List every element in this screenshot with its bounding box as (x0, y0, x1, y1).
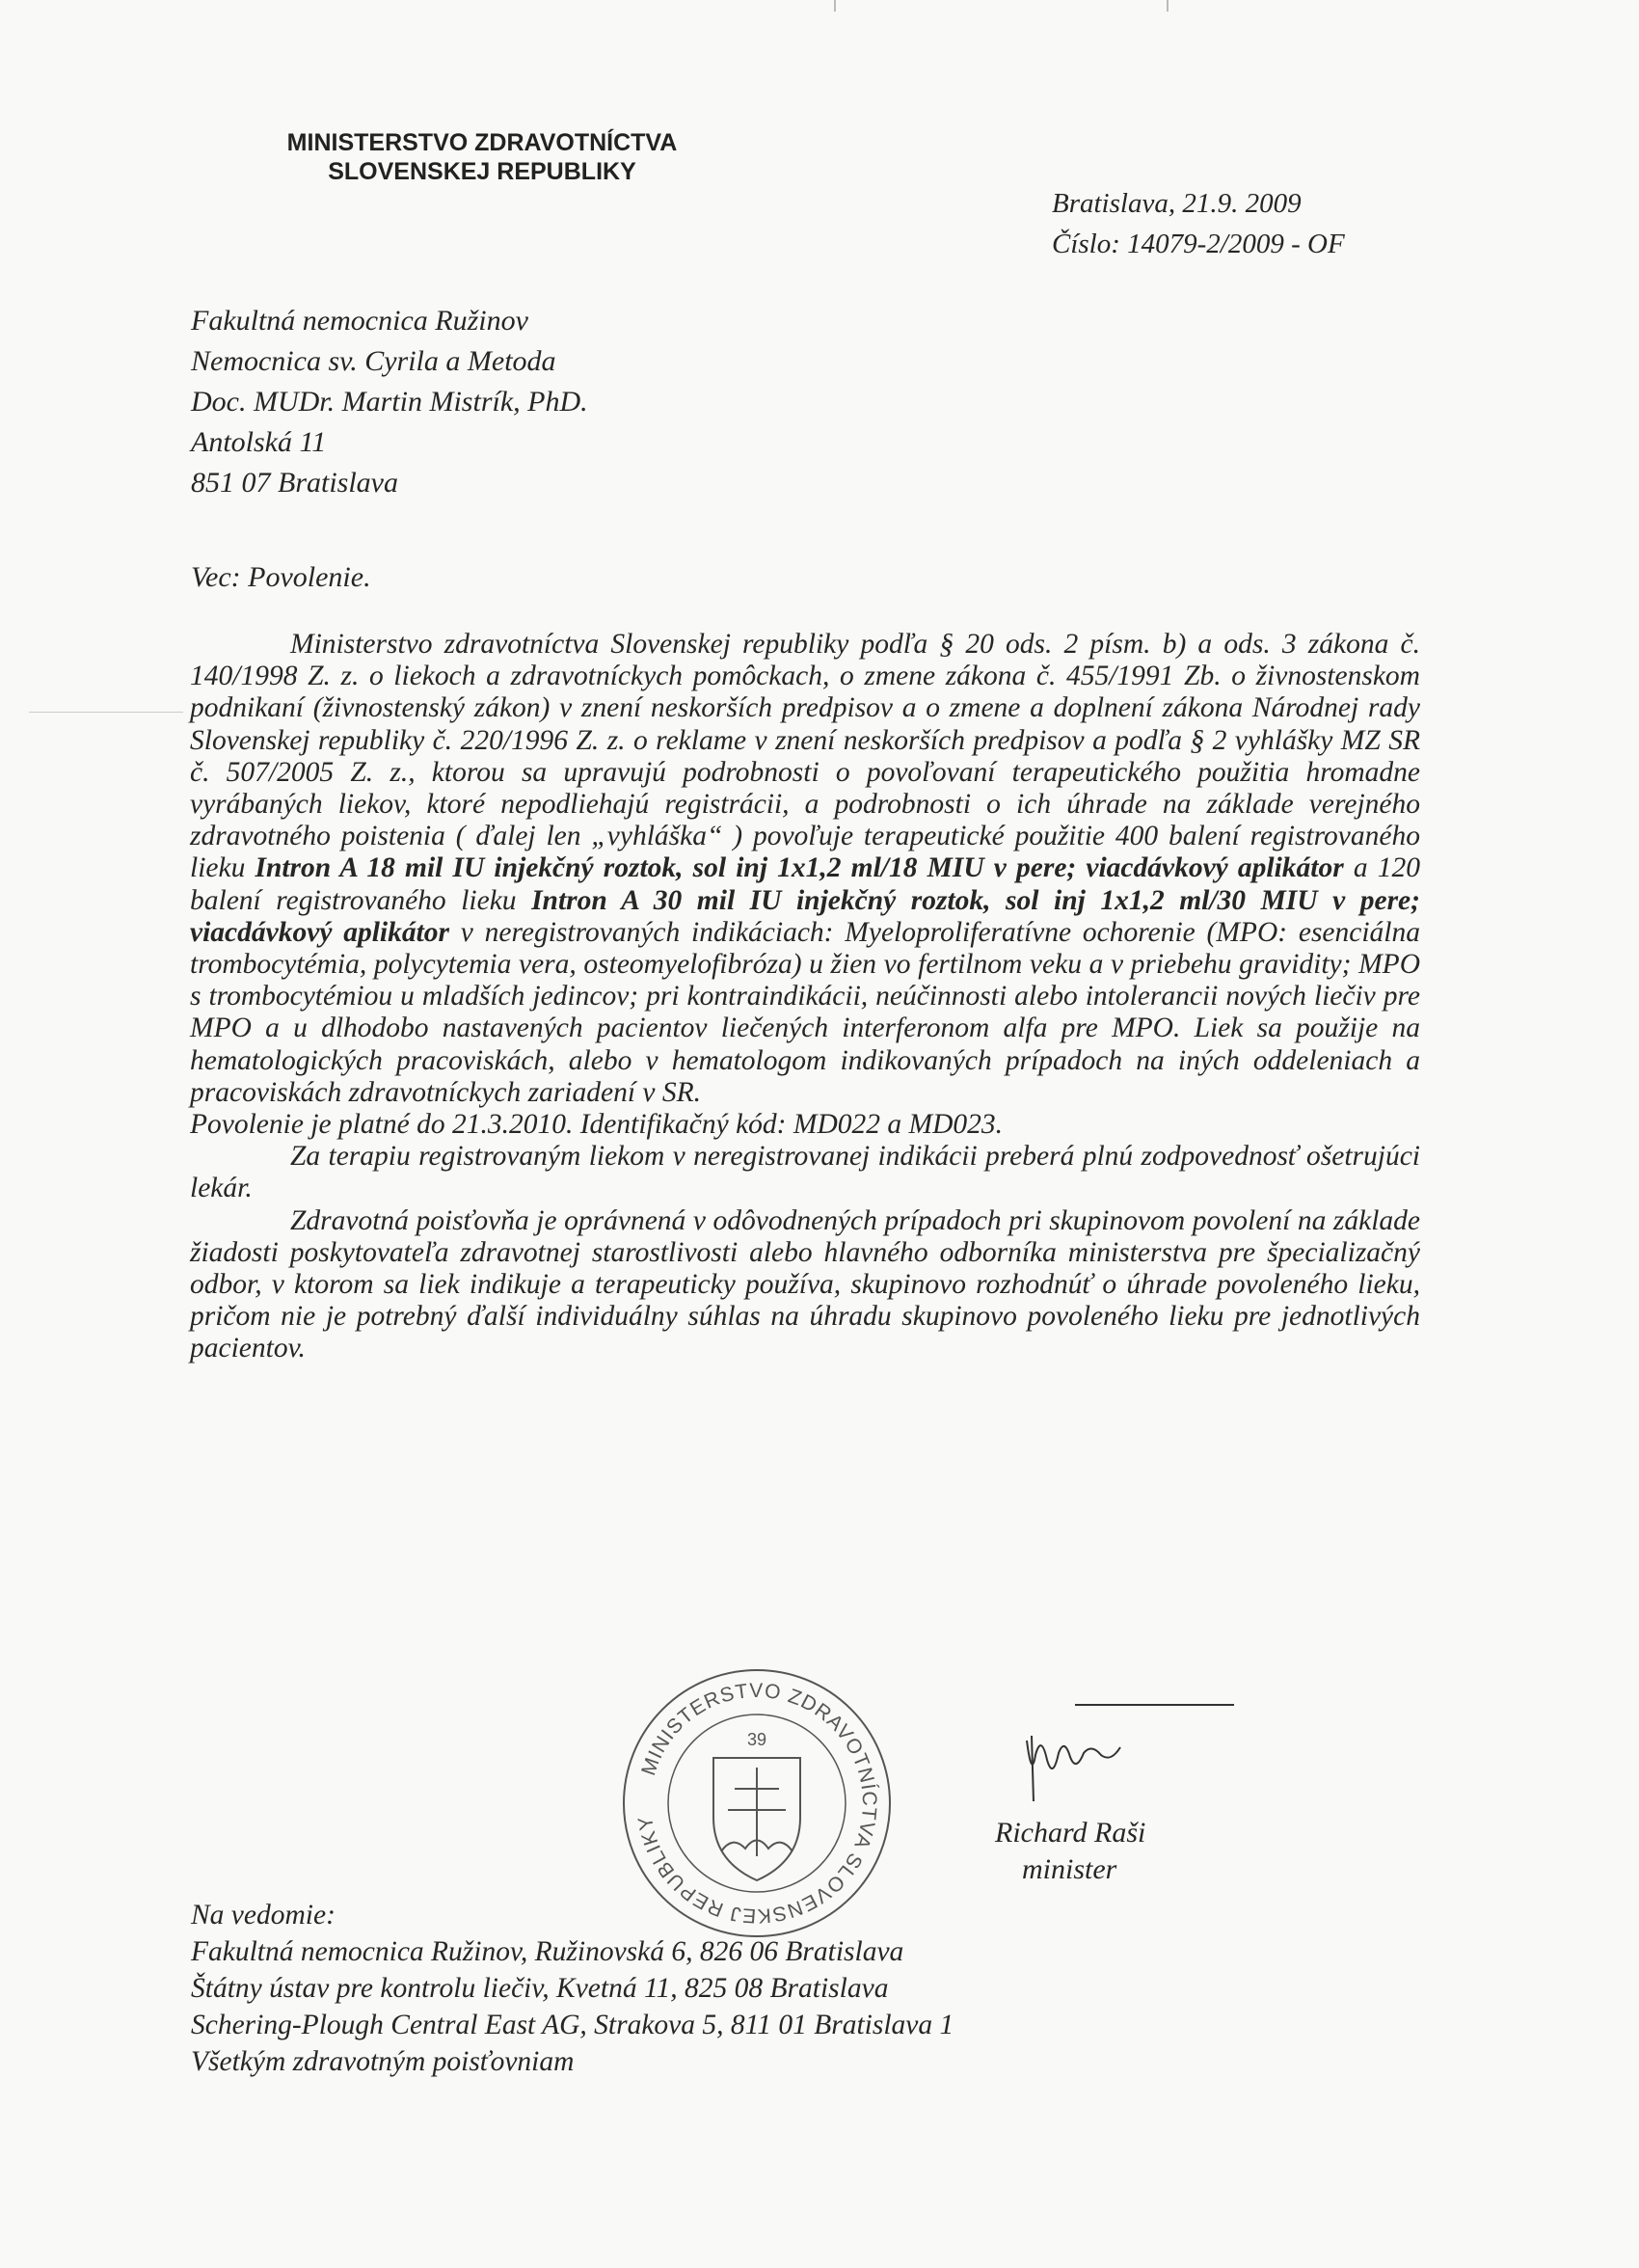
letter-body (190, 629, 1420, 1365)
handwritten-signature (1012, 1697, 1234, 1803)
scan-artifact (29, 712, 183, 713)
drug-name-bold: Intron A 18 mil IU injekčný roztok, sol inj 1x1,2 ml/18 MIU v pere; viacdávkový aplikátor (255, 852, 1344, 884)
copies-to-line: Štátny ústav pre kontrolu liečiv, Kvetná 11, 825 08 Bratislava (191, 1973, 889, 2004)
stamp-ring-text: MINISTERSTVO ZDRAVOTNÍCTVA SLOVENSKEJ REPUBLIKY (633, 1679, 881, 1928)
copies-to-line: Fakultná nemocnica Ružinov, Ružinovská 6, 826 06 Bratislava (191, 1936, 904, 1967)
body-text: v neregistrovaných indikáciach: Myeloproliferatívne ochorenie (MPO: esenciálna trombocytémia, polycytemia vera, osteomyelofibróza) u žien vo fertilnom veku a v priebehu gravidity; MPO s trombocytémiou u mladších jedincov; pri kontraindikácii, neúčinnosti alebo intolerancii nových liečiv pre MPO a u dlhodobo nastavených pacientov liečených interferonom alfa pre MPO. Liek sa použije na hematologických pracoviskách, alebo v hematologom indikovaných prípadoch na iných oddeleniach a pracoviskách zdravotníckych zariadení v SR. (190, 916, 1420, 1108)
recipient-line: 851 07 Bratislava (191, 467, 398, 499)
signer-role: minister (1022, 1853, 1117, 1885)
recipient-line: Antolská 11 (191, 426, 327, 458)
signer-block (995, 1815, 1145, 1888)
ministry-name: MINISTERSTVO ZDRAVOTNÍCTVA (286, 129, 678, 156)
scan-artifact (1167, 0, 1169, 12)
date-line: Bratislava, 21.9. 2009 (1052, 188, 1302, 219)
drug-name-bold: Intron A 30 mil IU injekčný roztok, sol inj 1x1,2 ml/30 MIU v pere; viacdávkový aplikátor (190, 884, 1420, 948)
body-text: a 120 balení registrovaného lieku (190, 852, 1420, 916)
coat-of-arms-icon (713, 1758, 800, 1880)
validity-paragraph: Povolenie je platné do 21.3.2010. Identifikačný kód: MD022 a MD023. (190, 1109, 1003, 1141)
copies-to-line: Schering-Plough Central East AG, Strakova 5, 811 01 Bratislava 1 (191, 2010, 954, 2040)
recipient-address (191, 301, 588, 503)
recipient-line: Fakultná nemocnica Ružinov (191, 305, 528, 337)
recipient-line: Doc. MUDr. Martin Mistrík, PhD. (191, 386, 588, 418)
subject-line: Vec: Povolenie. (191, 561, 371, 593)
ministry-header (222, 128, 742, 186)
signer-name: Richard Raši (995, 1817, 1146, 1849)
reference-number: Číslo: 14079-2/2009 - OF (1052, 229, 1345, 259)
responsibility-paragraph: Za terapiu registrovaným liekom v neregistrovanej indikácii preberá plnú zodpovednosť ošetrujúci lekár. (190, 1141, 1420, 1204)
stamp-number: 39 (746, 1730, 767, 1749)
scan-artifact (834, 0, 836, 12)
place-date-block (1052, 183, 1345, 264)
copies-to-block (191, 1897, 954, 2080)
insurance-paragraph: Zdravotná poisťovňa je oprávnená v odôvodnených prípadoch pri skupinovom povolení na základe žiadosti poskytovateľa zdravotnej starostlivosti alebo hlavného odborníka ministerstva pre špecializačný odbor, v ktorom sa liek indikuje a terapeuticky používa, skupinovo rozhodnúť o úhrade povoleného lieku, pričom nie je potrebný ďalší individuálny súhlas na úhradu skupinovo povoleného lieku pre jednotlivých pacientov. (190, 1204, 1420, 1364)
body-text: Ministerstvo zdravotníctva Slovenskej republiky podľa § 20 ods. 2 písm. b) a ods. 3 zákona č. 140/1998 Z. z. o liekoch a zdravotníckych pomôckach, o zmene zákona č. 455/1991 Zb. o živnostenskom podnikaní (živnostenský zákon) v znení neskorších predpisov a o zmene a doplnení zákona Národnej rady Slovenskej republiky č. 220/1996 Z. z. o reklame v znení neskorších predpisov a podľa § 2 vyhlášky MZ SR č. 507/2005 Z. z., ktorou sa upravujú podrobnosti o povoľovaní terapeutického použitia hromadne vyrábaných liekov, ktoré nepodliehajú registrácii, a podrobnosti o ich úhrade na základe verejného zdravotného poistenia ( ďalej len „vyhláška“ ) povoľuje terapeutické použitie 400 balení registrovaného lieku (190, 629, 1420, 884)
copies-to-heading: Na vedomie: (191, 1900, 336, 1930)
ministry-country: SLOVENSKEJ REPUBLIKY (328, 158, 636, 185)
recipient-line: Nemocnica sv. Cyrila a Metoda (191, 345, 556, 377)
body-paragraph (190, 629, 1420, 1109)
copies-to-line: Všetkým zdravotným poisťovniam (191, 2046, 575, 2077)
